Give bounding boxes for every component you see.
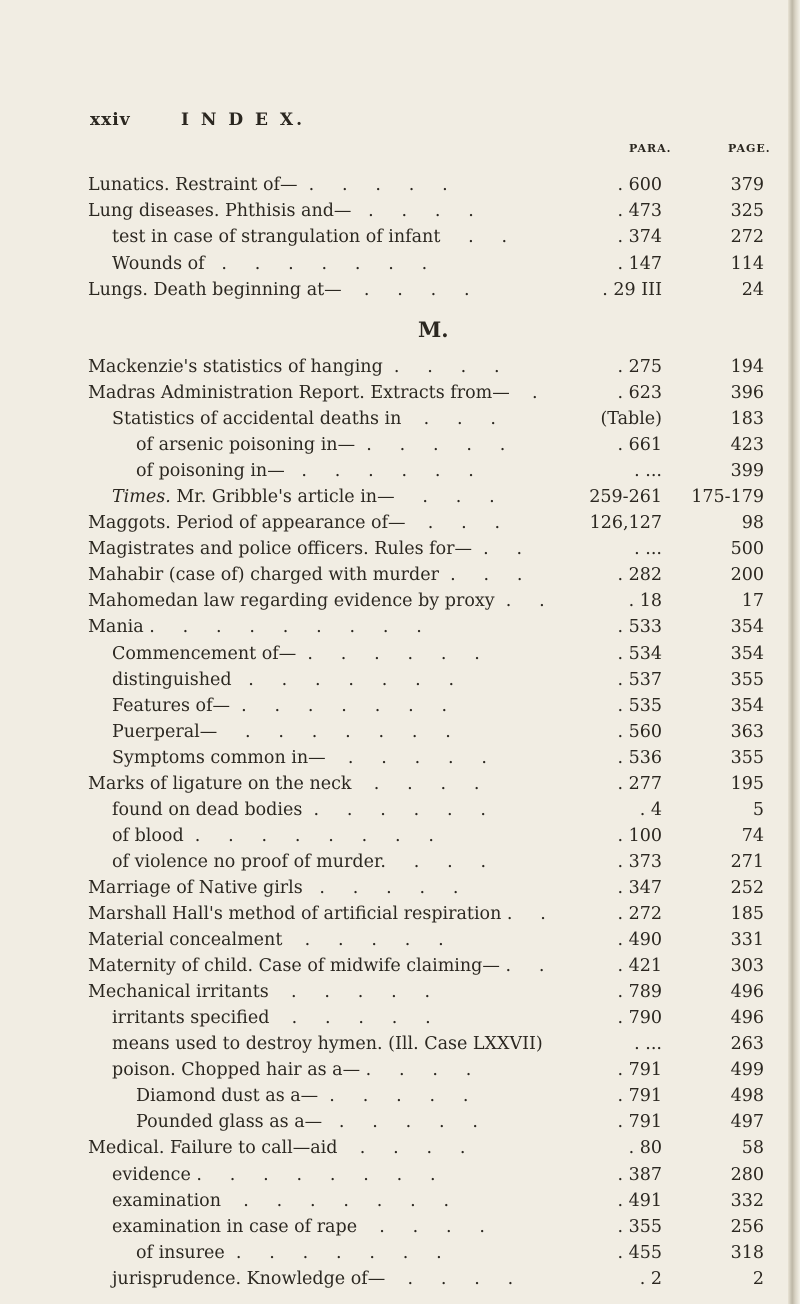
entry-label [88,380,538,406]
entry-para: . 455 [617,1243,662,1263]
entry-para: . 623 [617,383,662,403]
entry-label-text: jurisprudence. Knowledge of— . . . . [112,1269,514,1289]
index-entry [88,901,778,927]
entry-page: 355 [730,748,764,768]
entry-page: 396 [730,383,764,403]
entry-para: . 791 [617,1060,662,1080]
entry-label-text: test in case of strangulation of infant . . [112,227,508,248]
entry-label-text: Puerperal— . . . . . . . [112,722,451,742]
entry-label [112,406,496,432]
index-entry [88,1266,778,1292]
index-entry [88,562,778,588]
index-entry [88,797,778,823]
index-entry [88,198,778,224]
entry-label [112,797,486,823]
index-entry [88,172,778,198]
entry-label [88,277,470,303]
entry-para: . ... [634,539,662,559]
entry-label [112,667,454,693]
entry-label-text: Mania . . . . . . . . . [88,617,422,637]
index-entry [88,432,778,458]
entry-label-text: distinguished . . . . . . . [112,670,455,690]
entry-page: 185 [730,904,764,924]
index-entry [88,277,778,303]
entry-label [112,251,427,277]
entry-page: 499 [730,1060,764,1080]
entry-page: 363 [730,722,764,742]
entry-para: . 490 [617,930,662,950]
entry-para: . 473 [617,201,662,222]
index-entry [88,510,778,536]
index-entry [88,1214,778,1240]
entry-page: 194 [730,357,764,377]
entry-page: 24 [741,279,764,300]
index-entry [88,1005,778,1031]
entry-label-text: Madras Administration Report. Extracts from— . [88,383,538,403]
entry-para: . 534 [617,644,662,664]
entry-label-text: Symptoms common in— . . . . . [112,748,487,768]
entry-label [88,536,522,562]
entry-page: 98 [741,513,764,533]
entry-label-text: Statistics of accidental deaths in . . . [112,409,496,429]
entry-label [112,1188,449,1214]
entry-page: 354 [730,696,764,716]
entry-label [88,875,459,901]
index-entry [88,823,778,849]
entry-page: 58 [741,1138,764,1158]
index-entry [88,1162,778,1188]
entry-label-text: Lunatics. Restraint of— . . . . . [88,175,448,195]
entry-label [88,614,422,640]
entry-page: 2 [752,1269,764,1289]
entry-page: 355 [730,670,764,690]
index-entry [88,667,778,693]
entry-label [112,1057,471,1083]
entry-page: 332 [730,1191,764,1211]
entry-page: 256 [730,1217,764,1237]
entry-para: . ... [634,461,662,481]
entry-label-text: of insuree . . . . . . . [136,1243,442,1263]
entry-para: . 80 [628,1138,662,1158]
entry-page: 114 [730,253,764,274]
entry-para: . 789 [617,982,662,1002]
index-entry [88,1188,778,1214]
entry-page: 252 [730,878,764,898]
entry-label-text: Wounds of . . . . . . . [112,253,428,274]
entry-label [136,1240,442,1266]
entry-label-text: Lung diseases. Phthisis and— . . . . [88,201,474,222]
entry-page: 303 [730,956,764,976]
index-entry [88,979,778,1005]
entry-para: (Table) [600,409,662,429]
entry-para: . 533 [617,617,662,637]
entry-label-text: of poisoning in— . . . . . . [136,461,474,481]
entry-label-text: Pounded glass as a— . . . . . [136,1112,478,1132]
entry-label-text: Mr. Gribble's article in— . . . [170,487,495,507]
entry-page: 498 [730,1086,764,1106]
entry-label [112,719,451,745]
index-entry [88,745,778,771]
entry-label [112,1266,513,1292]
entry-label [136,458,474,484]
index-entry [88,536,778,562]
index-entry [88,614,778,640]
entry-page: 500 [730,539,764,559]
entry-para: . 2 [639,1269,662,1289]
index-entry [88,719,778,745]
entry-para: . 536 [617,748,662,768]
index-entry [88,771,778,797]
entry-page: 496 [730,982,764,1002]
entry-label [88,979,430,1005]
entry-para: . 4 [639,800,662,820]
entry-label [112,224,507,250]
entry-label-text: Diamond dust as a— . . . . . [136,1086,469,1106]
index-entry [88,251,778,277]
entry-page: 354 [730,617,764,637]
entry-label [88,354,500,380]
entry-label-text: Mahabir (case of) charged with murder . . . [88,565,523,585]
index-entry [88,1031,778,1057]
entry-label [136,1109,478,1135]
entry-para: . 355 [617,1217,662,1237]
entry-label-text: Marks of ligature on the neck . . . . [88,774,480,794]
entry-para: 126,127 [589,513,662,533]
entry-page: 195 [730,774,764,794]
section-letter: M. [418,317,449,342]
index-entry [88,380,778,406]
entry-label-text: Magistrates and police officers. Rules for— . . [88,539,523,559]
entry-page: 497 [730,1112,764,1132]
entry-label [88,562,522,588]
entry-page: 17 [741,591,764,611]
entry-para: . 100 [617,826,662,846]
entry-label-italic: Times. [112,487,171,507]
entry-label [112,745,487,771]
entry-label-text: of violence no proof of murder. . . . [112,852,487,872]
entry-page: 331 [730,930,764,950]
entry-para: . 277 [617,774,662,794]
entry-para: . 147 [617,253,662,274]
entry-label-text: Mackenzie's statistics of hanging . . . . [88,357,500,377]
index-entry [88,1109,778,1135]
entry-label [112,849,486,875]
entry-label [88,1135,465,1161]
entry-page: 183 [730,409,764,429]
entry-para: . 791 [617,1086,662,1106]
index-entry [88,849,778,875]
entry-label [112,1005,431,1031]
entry-para: . 18 [628,591,662,611]
entry-page: 318 [730,1243,764,1263]
entry-para: . ... [634,1034,662,1054]
index-entry [88,1240,778,1266]
page-column-header: PAGE. [728,142,771,155]
entry-page: 5 [752,800,764,820]
index-entry [88,224,778,250]
index-entry [88,1057,778,1083]
entry-para: . 790 [617,1008,662,1028]
index-entry [88,953,778,979]
entry-label-text: examination . . . . . . . [112,1191,450,1211]
entry-label [136,1083,468,1109]
entry-label [88,953,544,979]
entry-label [112,693,447,719]
entry-label-text: Material concealment . . . . . [88,930,444,950]
entry-label [88,901,546,927]
index-entry [88,641,778,667]
index-entry [88,1135,778,1161]
entry-para: . 347 [617,878,662,898]
entry-page: 379 [730,175,764,195]
entry-label-text: Features of— . . . . . . . [112,696,448,716]
entry-para: . 373 [617,852,662,872]
index-entry [88,927,778,953]
index-entry [88,406,778,432]
entry-label [112,1214,485,1240]
entry-para: . 535 [617,696,662,716]
entry-para: . 560 [617,722,662,742]
entry-page: 325 [730,201,764,222]
entry-label-text: examination in case of rape . . . . [112,1217,485,1237]
entry-page: 423 [730,435,764,455]
page-binding-edge [788,0,800,1304]
page-title: I N D E X. [181,110,305,130]
entry-label-text: Marriage of Native girls . . . . . [88,878,459,898]
index-entry [88,1083,778,1109]
entry-label [88,588,545,614]
index-entry [88,354,778,380]
entry-label-text: means used to destroy hymen. (Ill. Case LXXVII) [112,1034,543,1054]
entry-para: . 421 [617,956,662,976]
index-entry [88,588,778,614]
entry-label [112,1162,436,1188]
entry-para: . 282 [617,565,662,585]
entry-label-text: Maternity of child. Case of midwife claiming— . . [88,956,545,976]
entry-para: . 374 [617,227,662,248]
entry-page: 175-179 [691,487,764,507]
page-number: xxiv [90,110,131,130]
entry-para: 259-261 [589,487,662,507]
entry-label-text: Medical. Failure to call—aid . . . . [88,1138,466,1158]
entry-label [112,641,480,667]
entry-label [112,484,495,510]
entry-para: . 661 [617,435,662,455]
index-entry [88,875,778,901]
entry-label-text: evidence . . . . . . . . [112,1165,436,1185]
entry-label-text: irritants specified . . . . . [112,1008,431,1028]
entry-label-text: found on dead bodies . . . . . . [112,800,486,820]
entry-label-text: Marshall Hall's method of artificial respiration . . [88,904,546,924]
index-entry [88,458,778,484]
entry-label [88,927,444,953]
entry-label-text: Maggots. Period of appearance of— . . . [88,513,501,533]
entry-label [88,771,479,797]
entry-page: 496 [730,1008,764,1028]
entry-para: . 600 [617,175,662,195]
entry-page: 272 [730,227,764,248]
entry-label [88,172,448,198]
entry-para: . 272 [617,904,662,924]
entry-label [112,823,434,849]
entry-label-text: of blood . . . . . . . . [112,826,434,846]
entry-label-text: Commencement of— . . . . . . [112,644,480,664]
page-header [90,110,305,130]
entry-label [88,198,474,224]
entry-page: 399 [730,461,764,481]
para-column-header: PARA. [629,142,672,155]
entry-label [88,510,500,536]
entry-para: . 491 [617,1191,662,1211]
entry-label-text: poison. Chopped hair as a— . . . . [112,1060,472,1080]
entry-para: . 275 [617,357,662,377]
entry-label-text: of arsenic poisoning in— . . . . . [136,435,506,455]
entry-page: 263 [730,1034,764,1054]
index-entry [88,484,778,510]
entry-label-text: Mahomedan law regarding evidence by proxy . . [88,591,545,611]
entry-label-text: Mechanical irritants . . . . . [88,982,431,1002]
entry-page: 74 [741,826,764,846]
entry-page: 354 [730,644,764,664]
entry-para: . 29 III [602,279,662,300]
entry-para: . 791 [617,1112,662,1132]
entry-para: . 387 [617,1165,662,1185]
index-entry [88,693,778,719]
entry-para: . 537 [617,670,662,690]
entry-page: 280 [730,1165,764,1185]
entry-page: 271 [730,852,764,872]
entry-label [136,432,505,458]
entry-page: 200 [730,565,764,585]
entry-label [112,1031,543,1057]
entry-label-text: Lungs. Death beginning at— . . . . [88,279,470,300]
